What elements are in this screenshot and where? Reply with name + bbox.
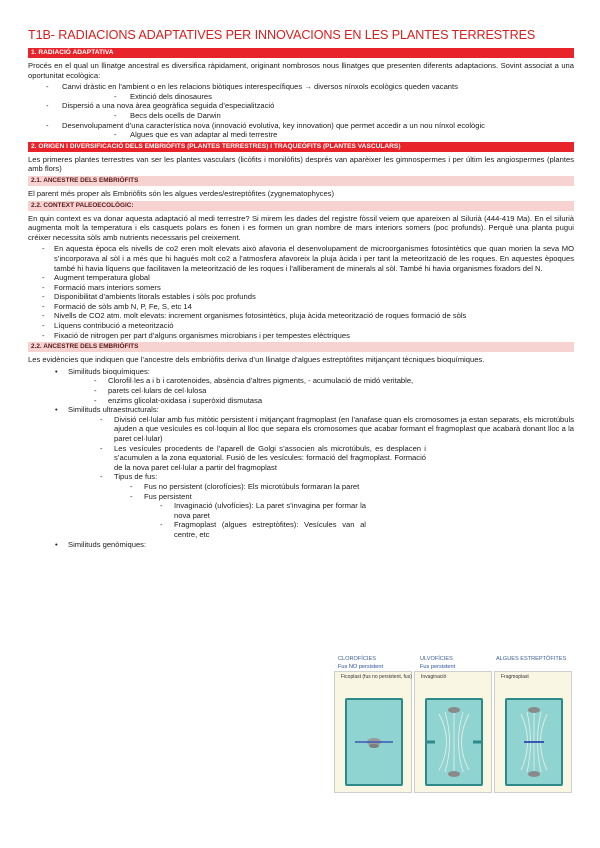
- figure-panel-ulvophyceae: [414, 671, 492, 793]
- subsection-2-1-text: El parent més proper als Embriòfits són les algues verdes/estreptòfites (zygnematophyces): [28, 188, 335, 198]
- list-item: - Disponibilitat d’ambients litorals estables i sòls poc profunds: [54, 292, 574, 302]
- paleo-list: [28, 244, 574, 340]
- panel-label: Fragmoplast: [501, 674, 529, 680]
- list-item: - Formació mars interiors somers: [54, 283, 574, 293]
- list-item: - Nivells de CO2 atm. molt elevats: increment organismes fotosintètics, pluja àcida meteorització de roques formació de sòls: [54, 311, 574, 321]
- section-1-intro: Procés en el qual un llinatge ancestral es diversifica ràpidament, originant nombrosos nous llinatges que presenten diferents adaptacions. Sovint associat a una oportunitat ecològica:: [28, 61, 574, 80]
- list-item: [62, 121, 574, 140]
- list-subitem: - parets cel·lulars de cel·lulosa: [108, 386, 574, 396]
- list-item: [68, 367, 574, 405]
- list-subitem: - Becs dels ocells de Darwin: [130, 111, 574, 121]
- subsection-2-3-text: Les evidències que indiquen que l’ancestre dels embriòfits deriva d’un llinatge d’algues estreptòfites mitjançant tècniques bioquímiques.: [28, 355, 485, 365]
- document-page: [28, 28, 574, 549]
- list-subitem: - Extinció dels dinosaures: [130, 92, 574, 102]
- list-subitem: [114, 472, 574, 539]
- item-text: Dispersió a una nova àrea geogràfica seguida d’especialització: [62, 101, 275, 111]
- list-item: [68, 540, 574, 550]
- figure-panel-streptophyte: [494, 671, 572, 793]
- figure-label-non-persistent: Fus NO persistent: [338, 664, 384, 670]
- list-subitem: - Invaginació (ulvofícies): La paret s’invagina per formar la nova paret: [174, 501, 574, 520]
- similarities-list: [28, 367, 574, 549]
- section-2-intro: Les primeres plantes terrestres van ser les plantes vasculars (licòfits i monilòfits) després van aparèixer les gimnospermes i per últim les angiospermes (plantes amb flors): [28, 154, 574, 174]
- figure-column-title: ALGUES ESTREPTÒFITES: [496, 656, 567, 662]
- fragmoplast-illustration: [507, 700, 561, 784]
- subsection-2-2-text: En quin context es va donar aquesta adaptació al medi terrestre? Si mirem les dades del registre fòssil veiem que apareixen al Silurià (444-419 Ma). En el silurià augmenta molt la temperatura i els casquets polars es fonen i es formen un gran nombre de mars interiors somers (poc profunds). Perquè una planta pugui créixer necessita sòls amb nutrients necessaris pel creixement.: [28, 213, 574, 242]
- list-subitem: - Algues que es van adaptar al medi terrestre: [130, 130, 574, 140]
- cell-illustration: [505, 698, 563, 786]
- list-item: - Augment temperatura global: [54, 273, 574, 283]
- list-item: [62, 82, 574, 101]
- list-item: - Fixació de nitrogen per part d’alguns organismes microbians i per tempestes elèctriques: [54, 331, 574, 341]
- list-item: - En aquesta època els nivells de co2 eren molt elevats això afavoria el desenvolupament de microorganismes fotosintètics que quan morien la seva MO s’incorporava al sòl i a més que hi hagués molt co2 a l’atmosfera afavoreix la pluja àcida i per tant la meteorització de les roques. En aquestes èpoques també hi havia líquens que facilitaven la meteorització de les roques i l’alliberament de minerals al sòl. També hi havia organismes fixadors del N.: [54, 244, 574, 273]
- figure-panel-chlorophyceae: [334, 671, 412, 793]
- list-subitem: - Fragmoplast (algues estreptòfites): Vesícules van al centre, etc: [174, 520, 574, 539]
- item-text: Similituds ultraestructurals:: [68, 405, 159, 415]
- cell-illustration: [425, 698, 483, 786]
- figure-label-persistent: Fus persistent: [420, 664, 456, 670]
- figure-column-title: ULVOFÍCIES: [420, 656, 453, 662]
- list-subitem: - enzims glicolat-oxidasa i superòxid dismutasa: [108, 396, 574, 406]
- panel-label: Invaginació: [421, 674, 447, 680]
- list-item: [68, 405, 574, 539]
- item-text: Fus persistent: [144, 491, 192, 501]
- section-1-heading: 1. RADIACIÓ ADAPTATIVA: [28, 48, 574, 58]
- cell-illustration: [345, 698, 403, 786]
- section-2-heading: 2. ORIGEN I DIVERSIFICACIÓ DELS EMBRIÒFITS (PLANTES TERRESTRES) I TRAQUEÒFITS (PLANTES VASCULARS): [28, 142, 574, 152]
- invagination-illustration: [427, 700, 481, 784]
- list-item: - Líquens contribució a meteorització: [54, 321, 574, 331]
- list-subitem: [144, 492, 574, 540]
- page-title: T1B- RADIACIONS ADAPTATIVES PER INNOVACIONS EN LES PLANTES TERRESTRES: [28, 28, 536, 42]
- section-1-list: [28, 82, 574, 140]
- item-text: Similituds bioquímiques:: [68, 366, 150, 376]
- item-text: Desenvolupament d’una característica nova (innovació evolutiva, key innovation) que permet accedir a un nou nínxol ecològic: [62, 120, 485, 130]
- list-subitem: - Clorofil·les a i b i carotenoides, absència d’altres pigments, - acumulació de midó veritable,: [108, 376, 574, 386]
- figure-column-title: CLOROFÍCIES: [338, 656, 376, 662]
- list-subitem: - Les vesícules procedents de l’aparell de Golgi s’associen als microtúbuls, es desplacen i s’acumulen a la zona equatorial. Fusió de les vesícules: formació del fragmoplast. Formació de la nova paret cel·lular a partir del fragmoplast: [114, 444, 574, 473]
- phycoplast-illustration: [347, 700, 401, 784]
- list-item: - Formació de sòls amb N, P, Fe, S, etc 14: [54, 302, 574, 312]
- cell-division-figure: [332, 655, 572, 800]
- list-subitem: - Divisió cel·lular amb fus mitòtic persistent i mitjançant fragmoplast (en l’anafase quan els cromosomes ja estan separats, els microtúbuls ajuden a que vesícules es col·loquin al lloc que separa els cromosomes que acabar formant el fragmoplast que acabarà donant lloc a la paret cel·lular): [114, 415, 574, 444]
- item-text: Tipus de fus:: [114, 472, 158, 482]
- subsection-2-1-heading: 2.1. ANCESTRE DELS EMBRIÒFITS: [28, 176, 574, 186]
- item-text: Similituds genòmiques:: [68, 539, 147, 549]
- item-text: Canvi dràstic en l’ambient o en les relacions biòtiques interespecífiques → diversos nínxols ecològics queden vacants: [62, 82, 458, 92]
- subsection-2-3-heading: 2.2. ANCESTRE DELS EMBRIÒFITS: [28, 342, 574, 352]
- list-subitem: - Fus no persistent (clorofícies): Els microtúbuls formaran la paret: [144, 482, 574, 492]
- panel-label: Ficoplast (fus no persistent, fus): [341, 674, 412, 680]
- subsection-2-2-heading: 2.2. CONTEXT PALEOECOLÒGIC:: [28, 201, 574, 211]
- list-item: [62, 101, 574, 120]
